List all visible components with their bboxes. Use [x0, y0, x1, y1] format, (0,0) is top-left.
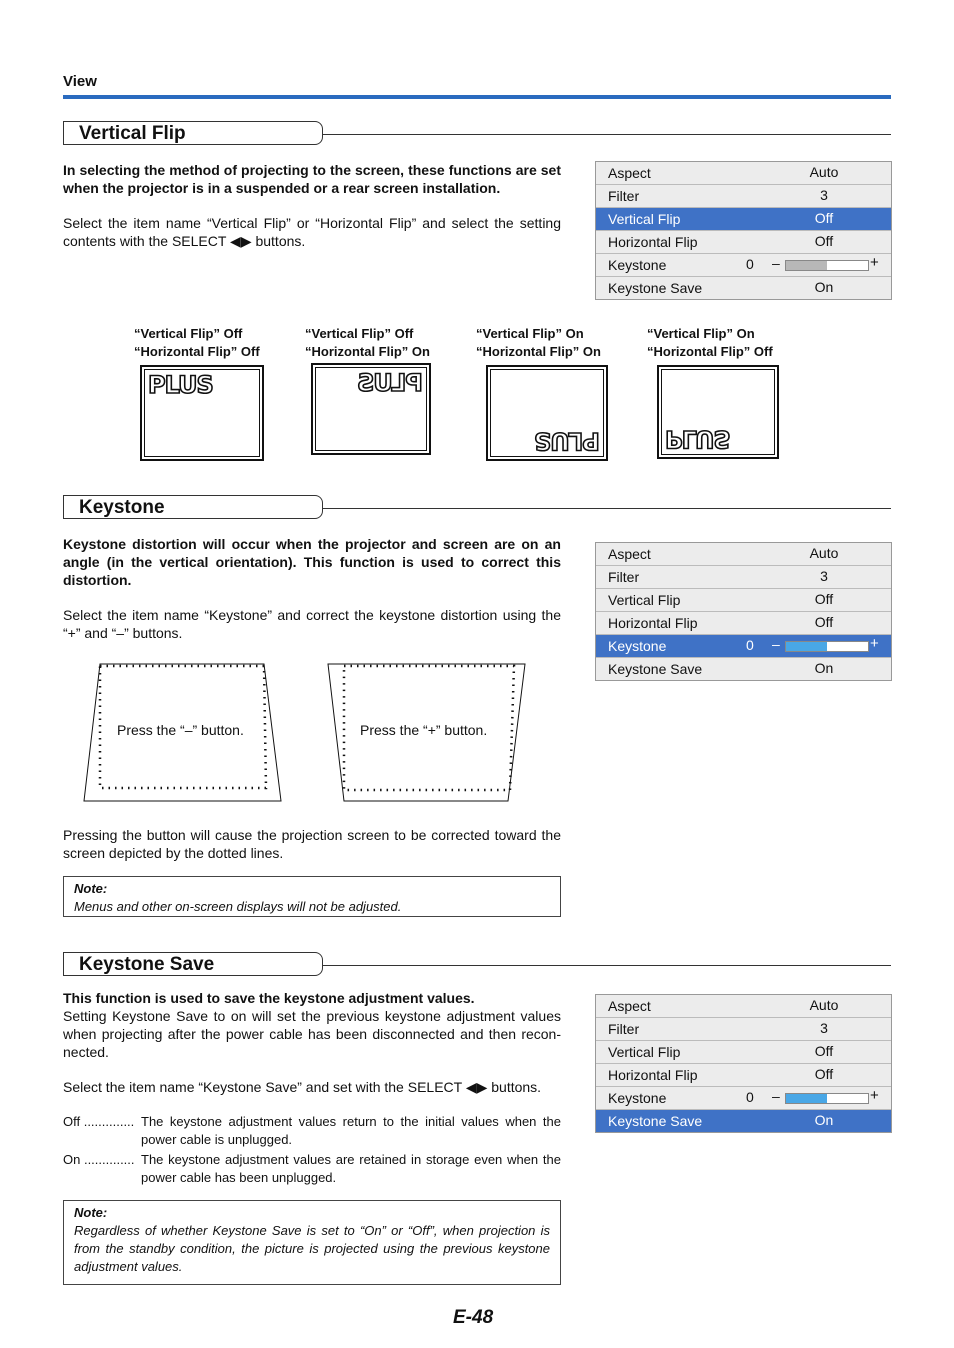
menu-row-value: On — [814, 279, 834, 295]
menu-row-value: Off — [814, 1066, 834, 1082]
menu-row-value: On — [814, 660, 834, 676]
keystone-note — [63, 876, 561, 917]
option-on — [63, 1151, 561, 1187]
osd-menu-vertical-flip — [595, 161, 892, 300]
keystone-value: 0 — [746, 256, 754, 272]
option-desc: The keystone adjustment values return to the initial values when the power cable is unplugged. — [141, 1114, 561, 1147]
caption-line: “Vertical Flip” Off — [134, 326, 243, 341]
note-title: Note: — [74, 881, 108, 896]
vflip-intro-bold: In selecting the method of projecting to the screen, these functions are set when the projector is in a suspended or a rear screen installation. — [63, 162, 561, 196]
section-title: Keystone Save — [79, 954, 215, 975]
menu-row-value: 3 — [820, 568, 828, 584]
flip-example-normal — [140, 365, 264, 461]
menu-row-label: Filter — [608, 1021, 640, 1037]
keystone-intro-bold: Keystone distortion will occur when the projector and screen are on an angle (in the vertical orientation). This function is used to correct this distortion. — [63, 536, 561, 588]
section-rule — [323, 508, 891, 509]
menu-row-value: Off — [814, 233, 834, 249]
section-heading-keystone-save — [63, 952, 323, 976]
menu-row[interactable] — [596, 185, 891, 208]
menu-row[interactable] — [596, 612, 891, 635]
flip-example-both — [486, 365, 608, 461]
caption-line: “Horizontal Flip” On — [476, 344, 601, 359]
menu-row[interactable] — [596, 589, 891, 612]
menu-row-label: Vertical Flip — [608, 1044, 681, 1060]
menu-row[interactable] — [596, 1110, 891, 1132]
menu-row[interactable] — [596, 635, 891, 658]
menu-row-value: Off — [814, 591, 834, 607]
slider-fill — [786, 642, 827, 651]
menu-row[interactable] — [596, 208, 891, 231]
menu-row[interactable] — [596, 1018, 891, 1041]
menu-row-label: Filter — [608, 188, 640, 204]
flip-caption-3 — [476, 325, 601, 361]
plus-sign: + — [870, 635, 879, 652]
menu-row-value: Off — [814, 614, 834, 630]
menu-row-label: Aspect — [608, 165, 651, 181]
menu-row[interactable] — [596, 1041, 891, 1064]
menu-row-label: Horizontal Flip — [608, 234, 698, 250]
minus-sign: – — [772, 255, 780, 271]
menu-row-label: Vertical Flip — [608, 592, 681, 608]
menu-row-value: Auto — [809, 164, 839, 180]
note-title: Note: — [74, 1205, 108, 1220]
menu-row[interactable] — [596, 995, 891, 1018]
keystone-value: 0 — [746, 1089, 754, 1105]
menu-row-label: Keystone Save — [608, 1113, 703, 1129]
ksave-intro-bold: This function is used to save the keystone adjustment values. — [63, 990, 475, 1006]
option-key: On .............. — [63, 1152, 135, 1167]
menu-row-label: Horizontal Flip — [608, 615, 698, 631]
keystone-intro: Select the item name “Keystone” and correct the keystone distortion using the “+” and “–” buttons. — [63, 607, 561, 641]
menu-row-label: Horizontal Flip — [608, 1067, 698, 1083]
ksave-note — [63, 1200, 561, 1285]
menu-row-label: Keystone — [608, 1090, 667, 1106]
osd-menu-keystone — [595, 542, 892, 681]
header-label: View — [63, 73, 97, 90]
menu-row-label: Aspect — [608, 546, 651, 562]
menu-row[interactable] — [596, 277, 891, 299]
plus-sign: + — [870, 254, 879, 271]
menu-row-value: 3 — [820, 1020, 828, 1036]
keystone-minus-label: Press the “–” button. — [117, 722, 244, 738]
plus-logo: PLUS — [535, 427, 600, 455]
keystone-slider[interactable] — [785, 641, 869, 652]
flip-example-vertical — [657, 365, 779, 459]
slider-fill — [786, 1094, 827, 1103]
menu-row[interactable] — [596, 658, 891, 680]
flip-example-horizontal — [311, 363, 431, 455]
menu-row[interactable] — [596, 543, 891, 566]
option-key: Off .............. — [63, 1114, 135, 1129]
caption-line: “Vertical Flip” On — [647, 326, 755, 341]
caption-line: “Vertical Flip” On — [476, 326, 584, 341]
menu-row-label: Keystone — [608, 638, 667, 654]
menu-row[interactable] — [596, 162, 891, 185]
menu-row-label: Keystone Save — [608, 280, 703, 296]
header-rule — [63, 95, 891, 99]
menu-row[interactable] — [596, 254, 891, 277]
note-text: Regardless of whether Keystone Save is set to “On” or “Off”, when projection is from the standby condition, the picture is projected using the previous keystone adjustment values. — [74, 1223, 550, 1274]
menu-row-label: Keystone — [608, 257, 667, 273]
osd-menu-keystone-save — [595, 994, 892, 1133]
menu-row-label: Aspect — [608, 998, 651, 1014]
menu-row-value: Auto — [809, 545, 839, 561]
section-heading-keystone — [63, 495, 323, 519]
caption-line: “Vertical Flip” Off — [305, 326, 414, 341]
caption-line: “Horizontal Flip” On — [305, 344, 430, 359]
page-number: E-48 — [453, 1307, 494, 1328]
menu-row-label: Keystone Save — [608, 661, 703, 677]
ksave-intro: Setting Keystone Save to on will set the previous keystone adjustment values when projecting after the power cable has been disconnected and then recon-nected. — [63, 1008, 561, 1060]
keystone-slider[interactable] — [785, 1093, 869, 1104]
menu-row-value: On — [814, 1112, 834, 1128]
menu-row-label: Filter — [608, 569, 640, 585]
caption-line: “Horizontal Flip” Off — [647, 344, 773, 359]
plus-sign: + — [870, 1087, 879, 1104]
option-desc: The keystone adjustment values are retained in storage even when the power cable has been unplugged. — [141, 1152, 561, 1185]
minus-sign: – — [772, 1088, 780, 1104]
menu-row-value: Auto — [809, 997, 839, 1013]
menu-row-value: Off — [814, 210, 834, 226]
minus-sign: – — [772, 636, 780, 652]
flip-caption-1 — [134, 325, 260, 361]
menu-row-value: Off — [814, 1043, 834, 1059]
section-rule — [323, 134, 891, 135]
keystone-plus-label: Press the “+” button. — [360, 722, 488, 738]
keystone-value: 0 — [746, 637, 754, 653]
slider-fill — [786, 261, 827, 270]
menu-row[interactable] — [596, 1087, 891, 1110]
option-off — [63, 1113, 561, 1149]
menu-row-value: 3 — [820, 187, 828, 203]
menu-row[interactable] — [596, 231, 891, 254]
vflip-intro: Select the item name “Vertical Flip” or “Horizontal Flip” and select the setting contents with the SELECT ◀▶ buttons. — [63, 215, 561, 249]
keystone-slider[interactable] — [785, 260, 869, 271]
ksave-instruction: Select the item name “Keystone Save” and set with the SELECT ◀▶ buttons. — [63, 1079, 542, 1095]
caption-line: “Horizontal Flip” Off — [134, 344, 260, 359]
section-rule — [323, 965, 891, 966]
plus-logo: PLUS — [358, 369, 423, 397]
keystone-after: Pressing the button will cause the projection screen to be corrected toward the screen depicted by the dotted lines. — [63, 827, 561, 861]
menu-row[interactable] — [596, 1064, 891, 1087]
flip-caption-4 — [647, 325, 773, 361]
section-title: Keystone — [79, 497, 165, 518]
menu-row-label: Vertical Flip — [608, 211, 681, 227]
section-heading-vertical-flip — [63, 121, 323, 145]
plus-logo: PLUS — [148, 371, 213, 399]
plus-logo: PLUS — [665, 425, 730, 453]
menu-row[interactable] — [596, 566, 891, 589]
section-title: Vertical Flip — [79, 123, 186, 144]
note-text: Menus and other on-screen displays will not be adjusted. — [74, 899, 402, 914]
flip-caption-2 — [305, 325, 430, 361]
